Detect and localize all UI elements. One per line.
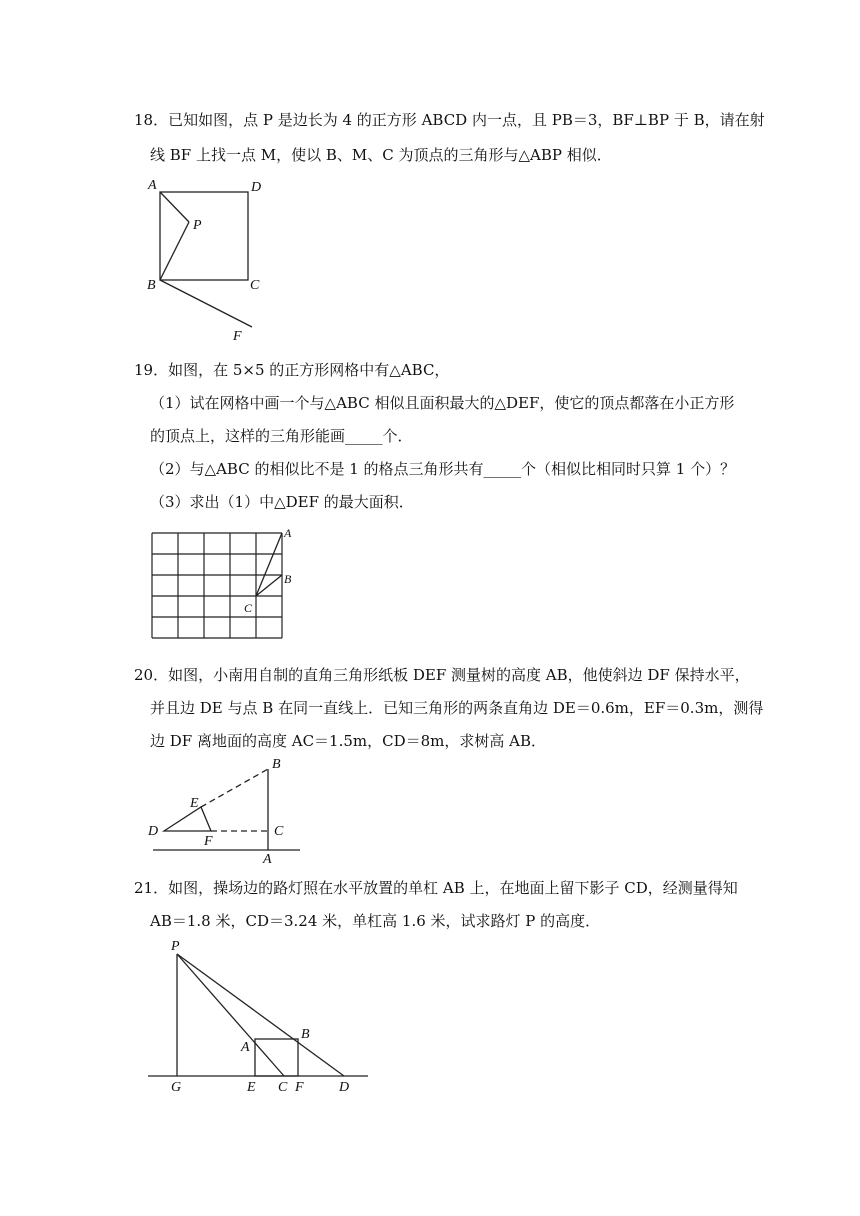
- label-e: E: [190, 796, 199, 811]
- triangle-abc: [256, 533, 282, 596]
- label-a: A: [148, 178, 157, 193]
- light-ray-pc: [177, 954, 284, 1076]
- label-c: C: [250, 278, 260, 293]
- q19-grid-figure: [146, 525, 296, 650]
- q19-text-line2: （1）试在网格中画一个与△ABC 相似且面积最大的△DEF，使它的顶点都落在小正方形: [150, 394, 735, 412]
- segment-pb: [160, 222, 189, 280]
- label-c: C: [278, 1080, 288, 1095]
- q19-text-line1: 19．如图，在 5×5 的正方形网格中有△ABC，: [134, 361, 450, 379]
- label-g: G: [171, 1080, 182, 1095]
- label-d: D: [251, 180, 262, 195]
- bar-ab: [255, 1039, 298, 1076]
- q19-text-line4: （2）与△ABC 的相似比不是 1 的格点三角形共有_____个（相似比相同时只算 1 个）？: [150, 460, 736, 478]
- grid-label-c: C: [244, 601, 253, 615]
- light-ray-pd: [177, 954, 344, 1076]
- grid-5x5: [152, 533, 282, 638]
- label-d: D: [148, 824, 159, 839]
- label-b: B: [301, 1027, 310, 1042]
- label-p: P: [193, 218, 202, 233]
- ray-bf: [160, 280, 252, 327]
- label-f: F: [204, 834, 213, 849]
- label-b: B: [147, 278, 156, 293]
- q20-text-line1: 20．如图，小南用自制的直角三角形纸板 DEF 测量树的高度 AB，他使斜边 DF 保持水平，: [134, 666, 750, 684]
- grid-label-b: B: [284, 572, 292, 586]
- sightline-eb: [201, 769, 268, 807]
- triangle-def: [164, 807, 211, 831]
- q21-text-line2: AB＝1.8 米，CD＝3.24 米，单杠高 1.6 米，试求路灯 P 的高度．: [150, 912, 601, 930]
- q19-text-line5: （3）求出（1）中△DEF 的最大面积．: [150, 493, 414, 511]
- q19-text-line3: 的顶点上，这样的三角形能画_____个．: [150, 427, 413, 445]
- label-f: F: [233, 329, 242, 344]
- q20-text-line2: 并且边 DE 与点 B 在同一直线上．已知三角形的两条直角边 DE＝0.6m，EF＝0.3m，测得: [150, 699, 764, 717]
- segment-ap: [160, 192, 189, 222]
- label-a: A: [241, 1040, 250, 1055]
- q20-figure: [140, 755, 310, 865]
- q21-figure: [140, 935, 380, 1100]
- label-e: E: [247, 1080, 256, 1095]
- label-p: P: [171, 939, 180, 954]
- label-b: B: [272, 757, 281, 772]
- q18-figure: [140, 175, 270, 345]
- grid-label-a: A: [284, 526, 292, 540]
- q21-text-line1: 21．如图，操场边的路灯照在水平放置的单杠 AB 上，在地面上留下影子 CD，经测量得知: [134, 879, 738, 897]
- q20-text-line3: 边 DF 离地面的高度 AC＝1.5m，CD＝8m，求树高 AB．: [150, 732, 547, 750]
- q18-text-line2: 线 BF 上找一点 M，使以 B、M、C 为顶点的三角形与△ABP 相似．: [150, 146, 612, 164]
- label-c: C: [274, 824, 284, 839]
- label-d: D: [339, 1080, 350, 1095]
- label-a: A: [263, 852, 272, 865]
- label-f: F: [295, 1080, 304, 1095]
- q18-text-line1: 18．已知如图，点 P 是边长为 4 的正方形 ABCD 内一点，且 PB＝3，BF⊥BP 于 B，请在射: [134, 111, 765, 129]
